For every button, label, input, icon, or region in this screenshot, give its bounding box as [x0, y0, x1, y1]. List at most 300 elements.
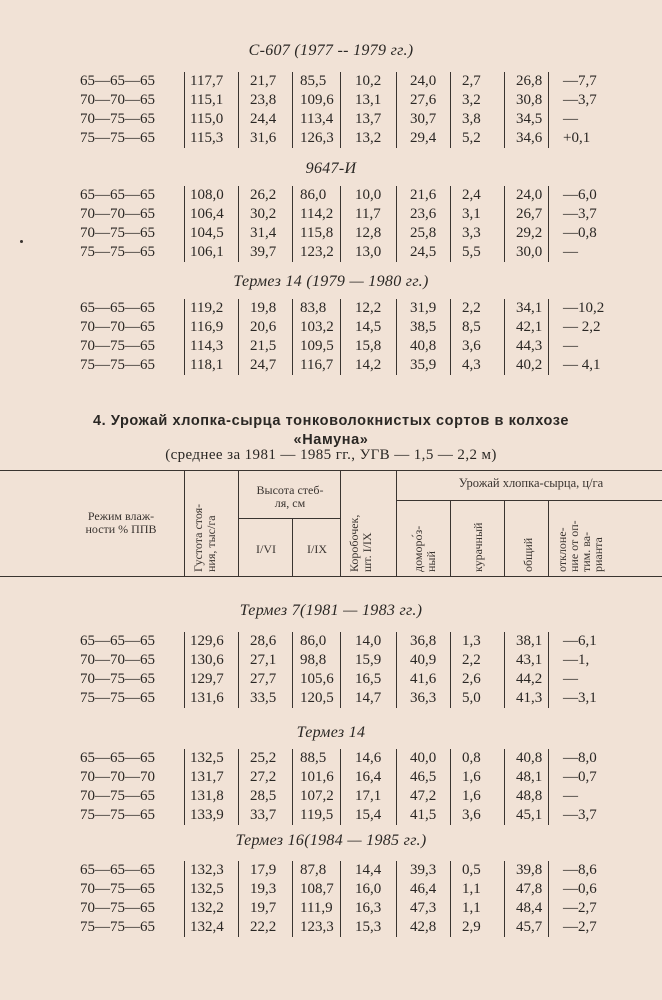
header-divider	[292, 518, 293, 576]
cell-height-ix: 116,7	[300, 357, 334, 373]
cell-yield-total: 45,7	[516, 919, 543, 935]
cell-height-vi: 28,5	[250, 788, 277, 804]
table-row	[0, 91, 662, 110]
table-row	[0, 318, 662, 337]
header-divider	[238, 470, 239, 576]
cell-yield-kurak: 2,6	[462, 671, 481, 687]
cell-density: 129,6	[190, 633, 224, 649]
header-bottom-rule	[0, 576, 662, 577]
cell-yield-total: 40,8	[516, 750, 543, 766]
cell-height-ix: 119,5	[300, 807, 334, 823]
cell-yield-prefrost: 41,6	[410, 671, 437, 687]
cell-bolls: 14,4	[355, 862, 382, 878]
cell-bolls: 16,4	[355, 769, 382, 785]
cell-regime: 70—70—65	[80, 92, 155, 108]
cell-yield-total: 48,1	[516, 769, 543, 785]
column-divider	[238, 299, 239, 375]
column-divider	[548, 749, 549, 825]
cell-height-vi: 19,8	[250, 300, 277, 316]
table-row	[0, 186, 662, 205]
cell-yield-prefrost: 27,6	[410, 92, 437, 108]
column-divider	[504, 632, 505, 708]
cell-yield-kurak: 2,7	[462, 73, 481, 89]
page-speck	[20, 240, 23, 243]
cell-yield-prefrost: 39,3	[410, 862, 437, 878]
cell-bolls: 15,4	[355, 807, 382, 823]
cell-height-ix: 88,5	[300, 750, 327, 766]
cell-regime: 70—70—65	[80, 319, 155, 335]
cell-bolls: 14,7	[355, 690, 382, 706]
column-divider	[396, 299, 397, 375]
cell-yield-prefrost: 31,9	[410, 300, 437, 316]
cell-height-ix: 85,5	[300, 73, 327, 89]
table-row	[0, 749, 662, 768]
cell-regime: 70—75—65	[80, 881, 155, 897]
cell-height-vi: 31,6	[250, 130, 277, 146]
cell-yield-deviation: —	[563, 788, 578, 804]
table-row	[0, 72, 662, 91]
cell-bolls: 12,8	[355, 225, 382, 241]
table-row	[0, 768, 662, 787]
cell-yield-deviation: —2,7	[563, 919, 597, 935]
cell-yield-total: 47,8	[516, 881, 543, 897]
table-row	[0, 880, 662, 899]
column-divider	[340, 749, 341, 825]
cell-height-ix: 111,9	[300, 900, 333, 916]
cell-bolls: 13,2	[355, 130, 382, 146]
cell-density: 130,6	[190, 652, 224, 668]
column-divider	[340, 72, 341, 148]
cell-regime: 70—75—65	[80, 900, 155, 916]
column-divider	[184, 72, 185, 148]
header-height-ix: I/IX	[307, 542, 327, 556]
cell-height-vi: 27,7	[250, 671, 277, 687]
cell-regime: 65—65—65	[80, 187, 155, 203]
table-row	[0, 243, 662, 262]
header-divider	[184, 470, 185, 576]
cell-yield-kurak: 0,5	[462, 862, 481, 878]
column-divider	[238, 632, 239, 708]
cell-yield-kurak: 5,5	[462, 244, 481, 260]
cell-yield-deviation: —8,6	[563, 862, 597, 878]
header-sub-rule	[238, 518, 340, 519]
cell-yield-total: 30,8	[516, 92, 543, 108]
header-yield-kurak: курачный	[471, 522, 485, 572]
cell-bolls: 12,2	[355, 300, 382, 316]
cell-yield-deviation: —3,7	[563, 206, 597, 222]
cell-height-ix: 113,4	[300, 111, 334, 127]
column-divider	[238, 72, 239, 148]
column-divider	[504, 861, 505, 937]
cell-yield-deviation: —	[563, 244, 578, 260]
cell-yield-kurak: 4,3	[462, 357, 481, 373]
cell-bolls: 14,2	[355, 357, 382, 373]
table-row	[0, 110, 662, 129]
cell-height-ix: 105,6	[300, 671, 334, 687]
cell-yield-total: 44,2	[516, 671, 543, 687]
cell-yield-prefrost: 30,7	[410, 111, 437, 127]
cell-yield-kurak: 3,8	[462, 111, 481, 127]
cell-yield-deviation: —0,8	[563, 225, 597, 241]
table-row	[0, 224, 662, 243]
cell-yield-kurak: 3,6	[462, 338, 481, 354]
cell-regime: 70—70—65	[80, 206, 155, 222]
cell-yield-prefrost: 40,9	[410, 652, 437, 668]
cell-yield-deviation: —10,2	[563, 300, 605, 316]
column-divider	[504, 72, 505, 148]
cell-yield-kurak: 1,6	[462, 788, 481, 804]
cell-yield-prefrost: 29,4	[410, 130, 437, 146]
cell-yield-prefrost: 42,8	[410, 919, 437, 935]
cell-density: 115,3	[190, 130, 224, 146]
cell-yield-deviation: —1,	[563, 652, 590, 668]
header-height-vi: I/VI	[256, 542, 276, 556]
cell-yield-deviation: —	[563, 111, 578, 127]
cell-height-vi: 21,5	[250, 338, 277, 354]
column-divider	[340, 632, 341, 708]
cell-height-vi: 19,7	[250, 900, 277, 916]
cell-regime: 75—75—65	[80, 919, 155, 935]
column-divider	[548, 861, 549, 937]
cell-yield-kurak: 5,2	[462, 130, 481, 146]
column-divider	[238, 749, 239, 825]
cell-regime: 75—75—65	[80, 244, 155, 260]
header-divider	[396, 470, 397, 576]
cell-regime: 65—65—65	[80, 862, 155, 878]
cell-height-vi: 27,1	[250, 652, 277, 668]
cell-density: 132,4	[190, 919, 224, 935]
header-yield-prefrost: доморо́з- ный	[411, 525, 438, 572]
header-yield-deviation: отклоне- ние от оп- тим. ва- рианта	[555, 520, 605, 572]
cell-density: 104,5	[190, 225, 224, 241]
cell-height-ix: 83,8	[300, 300, 327, 316]
header-density: Густота стоя- ния, тыс/га	[191, 503, 218, 572]
cell-density: 108,0	[190, 187, 224, 203]
cell-bolls: 13,1	[355, 92, 382, 108]
variety-heading-c607: С-607 (1977 -- 1979 гг.)	[248, 42, 414, 59]
cell-yield-total: 45,1	[516, 807, 543, 823]
cell-yield-prefrost: 38,5	[410, 319, 437, 335]
cell-density: 119,2	[190, 300, 224, 316]
table-row	[0, 632, 662, 651]
column-divider	[238, 186, 239, 262]
cell-height-vi: 28,6	[250, 633, 277, 649]
column-divider	[292, 749, 293, 825]
cell-yield-deviation: — 4,1	[563, 357, 601, 373]
cell-yield-kurak: 3,3	[462, 225, 481, 241]
variety-heading-termez14-b: Термез 14	[296, 724, 366, 741]
table-row	[0, 356, 662, 375]
cell-yield-deviation: —3,1	[563, 690, 597, 706]
cell-bolls: 17,1	[355, 788, 382, 804]
header-divider	[548, 500, 549, 576]
header-divider	[340, 470, 341, 576]
cell-density: 117,7	[190, 73, 224, 89]
table4-title-farm: «Намуна»	[293, 432, 369, 448]
cell-density: 132,5	[190, 750, 224, 766]
cell-regime: 75—75—65	[80, 357, 155, 373]
cell-density: 115,0	[190, 111, 224, 127]
column-divider	[396, 186, 397, 262]
cell-yield-deviation: —	[563, 671, 578, 687]
column-divider	[238, 861, 239, 937]
cell-regime: 65—65—65	[80, 750, 155, 766]
cell-height-ix: 109,5	[300, 338, 334, 354]
cell-regime: 65—65—65	[80, 73, 155, 89]
header-yield: Урожай хлопка-сырца, ц/га	[458, 476, 604, 490]
cell-density: 132,2	[190, 900, 224, 916]
cell-yield-total: 34,5	[516, 111, 543, 127]
cell-yield-total: 34,6	[516, 130, 543, 146]
cell-regime: 70—75—65	[80, 338, 155, 354]
cell-yield-prefrost: 36,8	[410, 633, 437, 649]
cell-height-vi: 31,4	[250, 225, 277, 241]
column-divider	[450, 72, 451, 148]
cell-yield-prefrost: 35,9	[410, 357, 437, 373]
cell-height-vi: 21,7	[250, 73, 277, 89]
cell-yield-prefrost: 40,0	[410, 750, 437, 766]
cell-yield-prefrost: 47,3	[410, 900, 437, 916]
column-divider	[548, 632, 549, 708]
cell-yield-kurak: 2,2	[462, 300, 481, 316]
cell-regime: 70—75—65	[80, 225, 155, 241]
cell-height-vi: 26,2	[250, 187, 277, 203]
cell-density: 114,3	[190, 338, 224, 354]
cell-yield-kurak: 2,9	[462, 919, 481, 935]
table-row	[0, 899, 662, 918]
cell-bolls: 16,3	[355, 900, 382, 916]
cell-density: 131,7	[190, 769, 224, 785]
variety-heading-termez7: Термез 7(1981 — 1983 гг.)	[239, 602, 423, 619]
cell-yield-deviation: — 2,2	[563, 319, 601, 335]
cell-density: 115,1	[190, 92, 224, 108]
column-divider	[292, 632, 293, 708]
header-bolls: Коробочек, шт. I/IX	[347, 514, 374, 572]
cell-height-ix: 114,2	[300, 206, 334, 222]
column-divider	[292, 861, 293, 937]
table-row	[0, 337, 662, 356]
cell-yield-kurak: 1,1	[462, 881, 481, 897]
cell-yield-deviation: —3,7	[563, 92, 597, 108]
variety-heading-9647: 9647-И	[305, 160, 357, 177]
cell-yield-deviation: —0,6	[563, 881, 597, 897]
cell-height-ix: 115,8	[300, 225, 334, 241]
cell-height-vi: 25,2	[250, 750, 277, 766]
cell-height-vi: 24,7	[250, 357, 277, 373]
cell-yield-deviation: +0,1	[563, 130, 591, 146]
cell-height-ix: 123,2	[300, 244, 334, 260]
cell-yield-total: 43,1	[516, 652, 543, 668]
header-regime: Режим влаж- ности % ППВ	[85, 509, 157, 536]
cell-height-vi: 27,2	[250, 769, 277, 785]
cell-height-ix: 107,2	[300, 788, 334, 804]
cell-density: 106,1	[190, 244, 224, 260]
cell-yield-prefrost: 25,8	[410, 225, 437, 241]
cell-yield-kurak: 8,5	[462, 319, 481, 335]
cell-height-vi: 19,3	[250, 881, 277, 897]
cell-bolls: 16,5	[355, 671, 382, 687]
column-divider	[292, 72, 293, 148]
table-row	[0, 651, 662, 670]
cell-yield-total: 26,8	[516, 73, 543, 89]
cell-density: 131,8	[190, 788, 224, 804]
cell-yield-prefrost: 24,0	[410, 73, 437, 89]
cell-bolls: 14,0	[355, 633, 382, 649]
column-divider	[184, 632, 185, 708]
cell-height-vi: 24,4	[250, 111, 277, 127]
cell-yield-kurak: 3,6	[462, 807, 481, 823]
cell-density: 132,5	[190, 881, 224, 897]
cell-height-vi: 39,7	[250, 244, 277, 260]
cell-height-ix: 86,0	[300, 633, 327, 649]
header-divider	[504, 500, 505, 576]
column-divider	[450, 632, 451, 708]
column-divider	[548, 299, 549, 375]
cell-yield-total: 40,2	[516, 357, 543, 373]
variety-heading-termez14-a: Термез 14 (1979 — 1980 гг.)	[233, 273, 429, 290]
cell-regime: 75—75—65	[80, 130, 155, 146]
cell-yield-total: 38,1	[516, 633, 543, 649]
table-row	[0, 861, 662, 880]
cell-yield-deviation: —0,7	[563, 769, 597, 785]
cell-yield-total: 48,8	[516, 788, 543, 804]
cell-yield-total: 26,7	[516, 206, 543, 222]
cell-regime: 75—75—65	[80, 807, 155, 823]
cell-yield-prefrost: 47,2	[410, 788, 437, 804]
cell-height-vi: 17,9	[250, 862, 277, 878]
table4-subtitle: (среднее за 1981 — 1985 гг., УГВ — 1,5 — 2,2 м)	[165, 447, 497, 463]
column-divider	[340, 861, 341, 937]
cell-yield-prefrost: 24,5	[410, 244, 437, 260]
cell-yield-kurak: 2,2	[462, 652, 481, 668]
header-height: Высота стеб- ля, см	[256, 483, 324, 510]
header-yield-total: общий	[521, 537, 535, 572]
cell-height-ix: 98,8	[300, 652, 327, 668]
cell-yield-prefrost: 40,8	[410, 338, 437, 354]
cell-bolls: 13,0	[355, 244, 382, 260]
cell-yield-prefrost: 23,6	[410, 206, 437, 222]
cell-regime: 65—65—65	[80, 633, 155, 649]
cell-regime: 65—65—65	[80, 300, 155, 316]
table-row	[0, 806, 662, 825]
cell-yield-prefrost: 41,5	[410, 807, 437, 823]
table-row	[0, 787, 662, 806]
header-top-rule	[0, 470, 662, 471]
column-divider	[396, 72, 397, 148]
cell-height-ix: 123,3	[300, 919, 334, 935]
cell-yield-total: 29,2	[516, 225, 543, 241]
column-divider	[450, 299, 451, 375]
cell-yield-deviation: —3,7	[563, 807, 597, 823]
cell-height-ix: 87,8	[300, 862, 327, 878]
cell-height-vi: 22,2	[250, 919, 277, 935]
cell-yield-total: 24,0	[516, 187, 543, 203]
cell-height-ix: 120,5	[300, 690, 334, 706]
table4-title: 4. Урожай хлопка-сырца тонковолокнистых сортов в колхозе	[92, 413, 570, 429]
cell-bolls: 14,5	[355, 319, 382, 335]
cell-yield-total: 34,1	[516, 300, 543, 316]
cell-yield-deviation: —7,7	[563, 73, 597, 89]
column-divider	[292, 299, 293, 375]
table-row	[0, 918, 662, 937]
column-divider	[340, 299, 341, 375]
cell-yield-kurak: 2,4	[462, 187, 481, 203]
cell-bolls: 16,0	[355, 881, 382, 897]
cell-bolls: 15,3	[355, 919, 382, 935]
column-divider	[184, 186, 185, 262]
table-row	[0, 689, 662, 708]
cell-regime: 70—70—65	[80, 652, 155, 668]
cell-yield-kurak: 1,3	[462, 633, 481, 649]
cell-height-ix: 101,6	[300, 769, 334, 785]
cell-yield-deviation: —6,0	[563, 187, 597, 203]
cell-yield-deviation: —	[563, 338, 578, 354]
column-divider	[184, 299, 185, 375]
column-divider	[504, 186, 505, 262]
cell-yield-kurak: 0,8	[462, 750, 481, 766]
cell-regime: 75—75—65	[80, 690, 155, 706]
table-row	[0, 205, 662, 224]
cell-bolls: 11,7	[355, 206, 381, 222]
column-divider	[184, 749, 185, 825]
column-divider	[548, 186, 549, 262]
cell-yield-kurak: 3,1	[462, 206, 481, 222]
cell-bolls: 10,2	[355, 73, 382, 89]
cell-yield-deviation: —2,7	[563, 900, 597, 916]
cell-regime: 70—75—65	[80, 111, 155, 127]
cell-height-ix: 109,6	[300, 92, 334, 108]
table-row	[0, 670, 662, 689]
cell-height-ix: 86,0	[300, 187, 327, 203]
cell-density: 129,7	[190, 671, 224, 687]
column-divider	[504, 749, 505, 825]
column-divider	[396, 632, 397, 708]
column-divider	[548, 72, 549, 148]
cell-yield-kurak: 5,0	[462, 690, 481, 706]
cell-yield-prefrost: 46,5	[410, 769, 437, 785]
cell-regime: 70—70—70	[80, 769, 155, 785]
variety-heading-termez16: Термез 16(1984 — 1985 гг.)	[235, 832, 427, 849]
cell-yield-total: 44,3	[516, 338, 543, 354]
table-row	[0, 129, 662, 148]
cell-density: 133,9	[190, 807, 224, 823]
cell-height-vi: 20,6	[250, 319, 277, 335]
cell-regime: 70—75—65	[80, 788, 155, 804]
cell-bolls: 10,0	[355, 187, 382, 203]
column-divider	[450, 186, 451, 262]
header-sub-rule	[396, 500, 662, 501]
cell-yield-total: 39,8	[516, 862, 543, 878]
table-row	[0, 299, 662, 318]
cell-density: 131,6	[190, 690, 224, 706]
cell-bolls: 14,6	[355, 750, 382, 766]
cell-yield-total: 30,0	[516, 244, 543, 260]
cell-yield-prefrost: 36,3	[410, 690, 437, 706]
cell-density: 116,9	[190, 319, 224, 335]
column-divider	[396, 749, 397, 825]
column-divider	[450, 749, 451, 825]
cell-height-vi: 30,2	[250, 206, 277, 222]
cell-bolls: 15,8	[355, 338, 382, 354]
cell-height-ix: 103,2	[300, 319, 334, 335]
cell-height-ix: 108,7	[300, 881, 334, 897]
cell-yield-kurak: 1,1	[462, 900, 481, 916]
column-divider	[396, 861, 397, 937]
cell-bolls: 15,9	[355, 652, 382, 668]
cell-density: 106,4	[190, 206, 224, 222]
cell-height-vi: 33,7	[250, 807, 277, 823]
cell-density: 118,1	[190, 357, 224, 373]
